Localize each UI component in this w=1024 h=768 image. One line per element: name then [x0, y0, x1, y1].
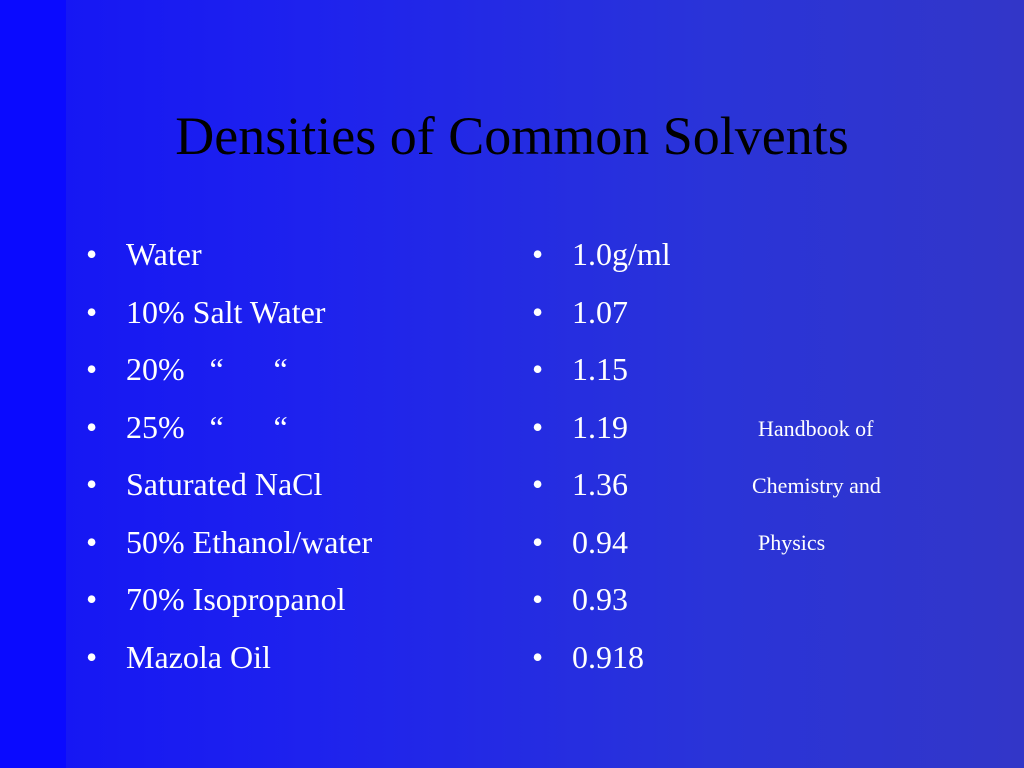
- bullet-icon: •: [86, 638, 98, 675]
- list-item-density: [532, 341, 671, 399]
- bullet-icon: •: [532, 638, 544, 675]
- list-item-solvent: [86, 514, 372, 572]
- solvent-name: 25%: [126, 408, 185, 445]
- ditto-mark: “: [273, 408, 288, 445]
- list-item-density: [532, 629, 671, 687]
- bullet-icon: •: [532, 236, 544, 272]
- solvent-name: 20%: [126, 351, 185, 387]
- bullet-icon: •: [86, 351, 98, 387]
- bullet-icon: •: [86, 408, 98, 445]
- source-note-line: Physics: [758, 530, 826, 555]
- ditto-mark: “: [209, 351, 224, 387]
- density-value: 0.93: [572, 581, 628, 617]
- bullet-icon: •: [86, 523, 98, 560]
- bullet-icon: •: [532, 351, 544, 387]
- list-item-density: [532, 571, 671, 629]
- list-item-solvent: [86, 399, 372, 457]
- bullet-icon: •: [532, 293, 544, 330]
- density-value: 1.15: [572, 351, 628, 387]
- bullet-icon: •: [532, 466, 544, 502]
- source-note-line: Handbook of: [758, 416, 874, 441]
- list-item-density: [532, 399, 671, 457]
- solvent-name: 70% Isopropanol: [126, 581, 346, 617]
- density-value: 0.94: [572, 523, 628, 560]
- density-value: 1.07: [572, 293, 628, 330]
- bullet-icon: •: [532, 408, 544, 445]
- list-item-solvent: [86, 284, 372, 342]
- list-item-solvent: [86, 226, 372, 284]
- ditto-mark: “: [273, 351, 288, 387]
- list-item-density: [532, 226, 671, 284]
- solvent-name: Water: [126, 236, 202, 272]
- slide-title: Densities of Common Solvents: [175, 106, 849, 166]
- solvent-list: [86, 226, 372, 686]
- bullet-icon: •: [532, 523, 544, 560]
- bullet-icon: •: [86, 236, 98, 272]
- bullet-icon: •: [532, 581, 544, 617]
- list-item-solvent: [86, 571, 372, 629]
- list-item-solvent: [86, 456, 372, 514]
- solvent-name: Saturated NaCl: [126, 466, 323, 502]
- density-list: [532, 226, 671, 686]
- list-item-density: [532, 284, 671, 342]
- bullet-icon: •: [86, 581, 98, 617]
- density-value: 1.36: [572, 466, 628, 502]
- solvent-name: 50% Ethanol/water: [126, 523, 373, 560]
- list-item-solvent: [86, 629, 372, 687]
- bullet-icon: •: [86, 466, 98, 502]
- solvent-name: Mazola Oil: [126, 638, 271, 675]
- density-value: 1.19: [572, 408, 628, 445]
- source-note-line: Chemistry and: [752, 473, 881, 498]
- list-item-density: [532, 456, 671, 514]
- density-value: 0.918: [572, 638, 644, 675]
- list-item-solvent: [86, 341, 372, 399]
- ditto-mark: “: [209, 408, 224, 445]
- solvent-name: 10% Salt Water: [126, 293, 326, 330]
- bullet-icon: •: [86, 293, 98, 330]
- density-value: 1.0g/ml: [572, 236, 671, 272]
- list-item-density: [532, 514, 671, 572]
